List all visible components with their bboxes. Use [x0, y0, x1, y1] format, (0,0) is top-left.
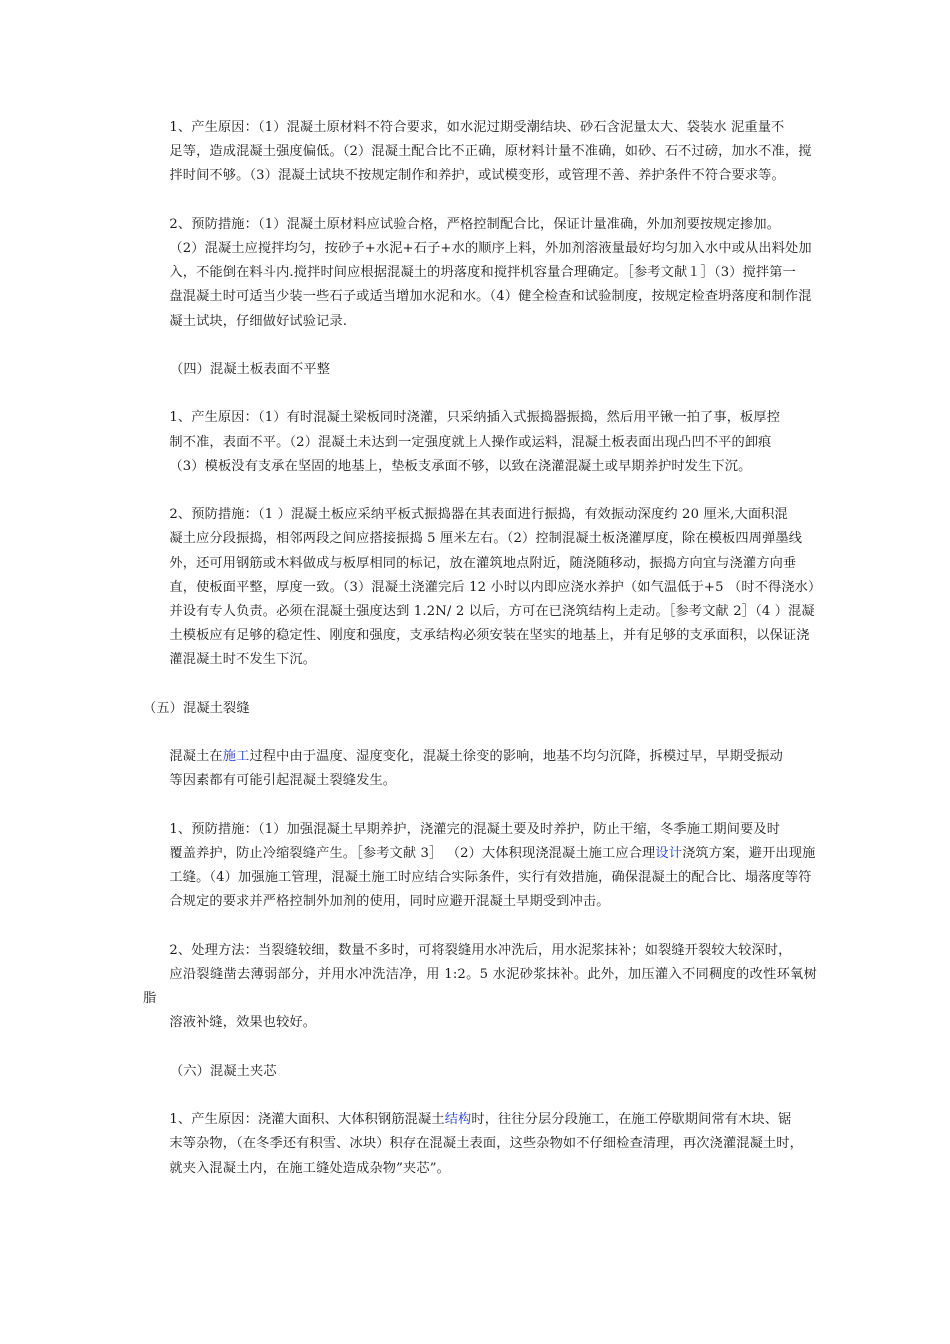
text-line: 合规定的要求并严格控制外加剂的使用，同时应避开混凝土早期受到冲击。 [169, 894, 610, 910]
text-run: 浇筑方案，避开出现施 [682, 845, 816, 861]
text-line: （3）模板没有支承在坚固的地基上，垫板支承面不够，以致在浇灌混凝土或早期养护时发生下沉。 [169, 458, 752, 474]
text-line: 制不准，表面不平。（2）混凝土未达到一定强度就上人操作或运料，混凝土板表面出现凸凹不平的卸痕 [169, 434, 772, 450]
text-line: 凝土试块，仔细做好试验记录. [169, 313, 348, 329]
text-line: 就夹入混凝土内，在施工缝处造成杂物”夹芯”。 [169, 1160, 450, 1176]
text-line: 等因素都有可能引起混凝土裂缝发生。 [169, 773, 397, 789]
paragraph-crack-intro [143, 745, 817, 793]
section-heading-6: （六）混凝土夹芯 [170, 1063, 277, 1079]
text-line: 土模板应有足够的稳定性、刚度和强度，支承结构必须安装在坚实的地基上，并有足够的支承面积，以保证浇 [169, 628, 810, 644]
text-line: 盘混凝土时可适当少装一些石子或适当增加水泥和水。（4）健全检查和试验制度，按规定检查坍落度和制作混 [169, 289, 812, 305]
document-body [143, 116, 822, 1205]
text-line: 并设有专人负责。必须在混凝土强度达到 1.2N/ 2 以后，方可在已浇筑结构上走动。［参考文献 2］（4 ）混凝 [169, 604, 815, 619]
text-line: 入，不能倒在料斗内.搅拌时间应根据混凝土的坍落度和搅拌机容量合理确定。［参考文献１］（3）搅拌第一 [169, 265, 796, 281]
text-line: 应沿裂缝凿去薄弱部分，并用水冲洗洁净，用 1:2。5 水泥砂浆抹补。此外，加压灌入不同稠度的改性环氧树脂 [143, 966, 817, 1007]
text-line [143, 745, 817, 769]
text-line: 2、预防措施：（1 ）混凝土板应采纳平板式振捣器在其表面进行振捣，有效振动深度约 20 厘米,大面积混 [169, 507, 788, 523]
text-line: （2）混凝土应搅拌均匀，按砂子+水泥+石子+水的顺序上料，外加剂溶液量最好均匀加入水中或从出料处加 [169, 241, 812, 256]
text-line: 2、预防措施：（1）混凝土原材料应试验合格，严格控制配合比，保证计量准确，外加剂要按规定掺加。 [169, 216, 781, 232]
paragraph-cause-uneven [143, 406, 817, 479]
link-structure[interactable]: 结构 [444, 1112, 472, 1128]
text-line: 足等，造成混凝土强度偏低。（2）混凝土配合比不正确，原材料计量不准确，如砂、石不过磅，加水不准，搅 [169, 144, 812, 160]
text-line [143, 842, 817, 866]
text-line: 拌时间不够。（3）混凝土试块不按规定制作和养护，或试模变形，或管理不善、养护条件不符合要求等。 [169, 168, 785, 184]
paragraph-prevention-strength [143, 213, 817, 334]
section-heading-5: （五）混凝土裂缝 [143, 700, 250, 716]
paragraph-prevention-crack [143, 818, 817, 915]
link-construction[interactable]: 施工 [222, 749, 250, 765]
text-line: 工缝。（4）加强施工管理，混凝土施工时应结合实际条件，实行有效措施，确保混凝土的配合比、塌落度等符 [169, 870, 812, 886]
text-line: 末等杂物，（在冬季还有积雪、冰块）积存在混凝土表面，这些杂物如不仔细检查清理，再次浇灌混凝土时， [169, 1136, 803, 1152]
text-line: 1、产生原因：（1）混凝土原材料不符合要求，如水泥过期受潮结块、砂石含泥量太大、袋装水 泥重量不 [169, 120, 785, 135]
text-line: 1、预防措施：（1）加强混凝土早期养护，浇灌完的混凝土要及时养护，防止干缩，冬季施工期间要及时 [169, 821, 781, 837]
text-line: 灌混凝土时不发生下沉。 [169, 652, 317, 668]
text-run: 1、产生原因：浇灌大面积、大体积钢筋混凝土 [169, 1112, 445, 1128]
text-run: 过程中由于温度、湿度变化，混凝土徐变的影响，地基不均匀沉降，拆模过早，早期受振动 [249, 749, 783, 765]
text-line: 溶液补缝，效果也较好。 [169, 1015, 317, 1031]
text-line: 凝土应分段振捣，相邻两段之间应搭接振捣 5 厘米左右。（2）控制混凝土板浇灌厚度，除在模板四周弹墨线 [169, 531, 803, 547]
text-line: 直，使板面平整，厚度一致。（3）混凝土浇灌完后 12 小时以内即应浇水养护（如气温低于+5 （时不得浇水） [169, 579, 822, 595]
text-line: 外，还可用钢筋或木料做成与板厚相同的标记，放在灌筑地点附近，随浇随移动，振捣方向宜与浇灌方向垂 [169, 555, 797, 571]
text-run: 时，往往分层分段施工，在施工停歇期间常有木块、锯 [471, 1112, 792, 1128]
text-run: 覆盖养护，防止冷缩裂缝产生。［参考文献 3］ （2）大体积现浇混凝土施工应合理 [169, 845, 656, 861]
text-run: 混凝土在 [169, 749, 223, 765]
paragraph-cause-strength [143, 116, 817, 189]
link-design[interactable]: 设计 [655, 845, 683, 861]
text-line: 2、处理方法：当裂缝较细，数量不多时，可将裂缝用水冲洗后，用水泥浆抹补；如裂缝开裂较大较深时， [169, 942, 792, 958]
text-line [143, 1108, 817, 1132]
paragraph-prevention-uneven [143, 503, 822, 672]
paragraph-cause-inclusion [143, 1108, 817, 1181]
paragraph-treatment-crack [143, 939, 817, 1036]
text-line: 1、产生原因：（1）有时混凝土梁板同时浇灌，只采纳插入式振捣器振捣，然后用平锹一拍了事，板厚控 [169, 410, 781, 426]
section-heading-4: （四）混凝土板表面不平整 [170, 362, 331, 377]
